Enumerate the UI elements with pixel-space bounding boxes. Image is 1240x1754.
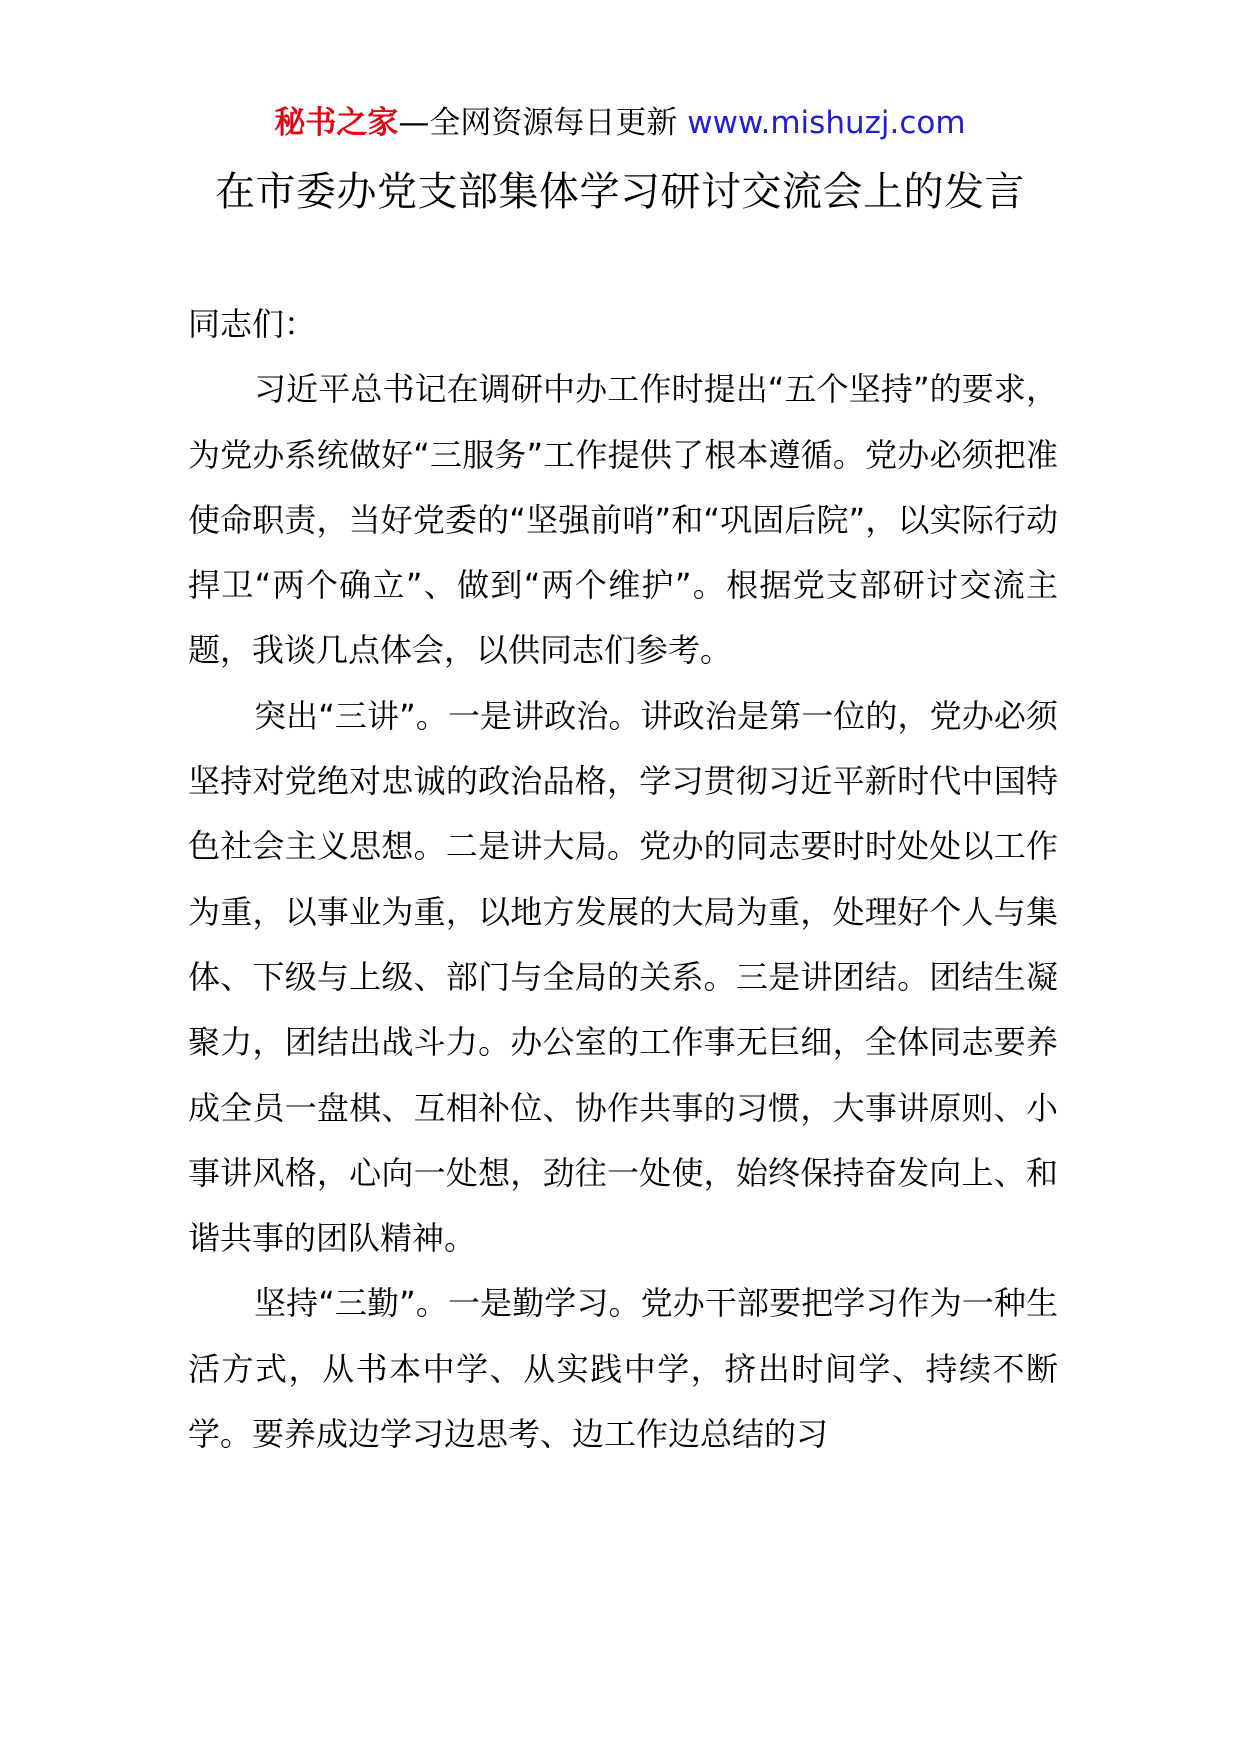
salutation: 同志们： (188, 305, 317, 343)
paragraph-three-jiang: 突出“三讲”。一是讲政治。讲政治是第一位的，党办必须坚持对党绝对忠诚的政治品格，学习贯彻习近平新时代中国特色社会主义思想。二是讲大局。党办的同志要时时处处以工作为重，以事业为重，以地方发展的大局为重，处理好个人与集体、下级与上级、部门与全局的关系。三是讲团结。团结生凝聚力，团结出战斗力。办公室的工作事无巨细，全体同志要养成全员一盘棋、互相补位、协作共事的习惯，大事讲原则、小事讲风格，心向一处想，劲往一处使，始终保持奋发向上、和谐共事的团队精神。 (188, 696, 1058, 1258)
banner-tagline: —全网资源每日更新 (398, 105, 688, 141)
document-body (188, 292, 1058, 1467)
site-banner (0, 100, 1240, 146)
brand-name: 秘书之家 (274, 105, 399, 141)
paragraph-intro: 习近平总书记在调研中办工作时提出“五个坚持”的要求，为党办系统做好“三服务”工作提供了根本遵循。党办必须把准使命职责，当好党委的“坚强前哨”和“巩固后院”，以实际行动捍卫“两个确立”、做到“两个维护”。根据党支部研讨交流主题，我谈几点体会，以供同志们参考。 (188, 370, 1058, 670)
document-title: 在市委办党支部集体学习研讨交流会上的发言 (215, 169, 1025, 215)
site-url-link[interactable]: www.mishuzj.com (687, 105, 966, 141)
paragraph-three-qin: 坚持“三勤”。一是勤学习。党办干部要把学习作为一种生活方式，从书本中学、从实践中学，挤出时间学、持续不断学。要养成边学习边思考、边工作边总结的习 (188, 1284, 1058, 1454)
